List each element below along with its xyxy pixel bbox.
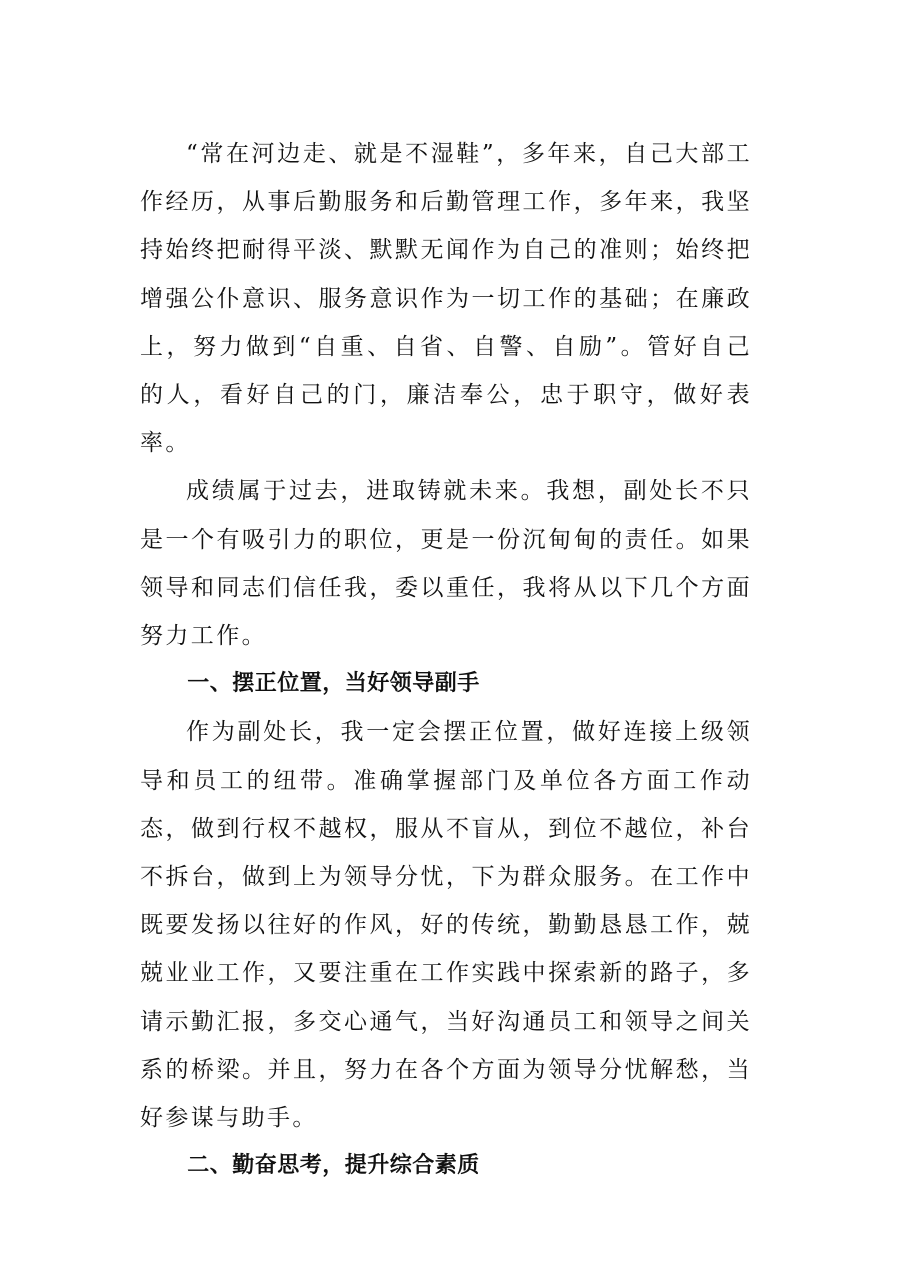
section-heading-2: 二、勤奋思考，提升综合素质 [187,1153,480,1179]
section-heading-1: 一、摆正位置，当好领导副手 [187,671,480,697]
paragraph-position: 作为副处长，我一定会摆正位置，做好连接上级领导和员工的纽带。准确掌握部门及单位各方面工作动态，做到行权不越权，服从不盲从，到位不越位，补台不拆台，做到上为领导分忧，下为群众服务。在工作中既要发扬以往好的作风，好的传统，勤勤恳恳工作，兢兢业业工作，又要注重在工作实践中探索新的路子，多请示勤汇报，多交心通气，当好沟通员工和领导之间关系的桥梁。并且，努力在各个方面为领导分忧解愁，当好参谋与助手。 [140,719,752,1132]
paragraph-future: 成绩属于过去，进取铸就未来。我想，副处长不只是一个有吸引力的职位，更是一份沉甸甸的责任。如果领导和同志们信任我，委以重任，我将从以下几个方面努力工作。 [140,478,752,650]
document-body [140,130,752,1190]
paragraph-integrity: “常在河边走、就是不湿鞋”，多年来，自己大部工作经历，从事后勤服务和后勤管理工作，多年来，我坚持始终把耐得平淡、默默无闻作为自己的准则；始终把增强公仆意识、服务意识作为一切工作的基础；在廉政上，努力做到“自重、自省、自警、自励”。管好自己的人，看好自己的门，廉洁奉公，忠于职守，做好表率。 [140,141,752,457]
